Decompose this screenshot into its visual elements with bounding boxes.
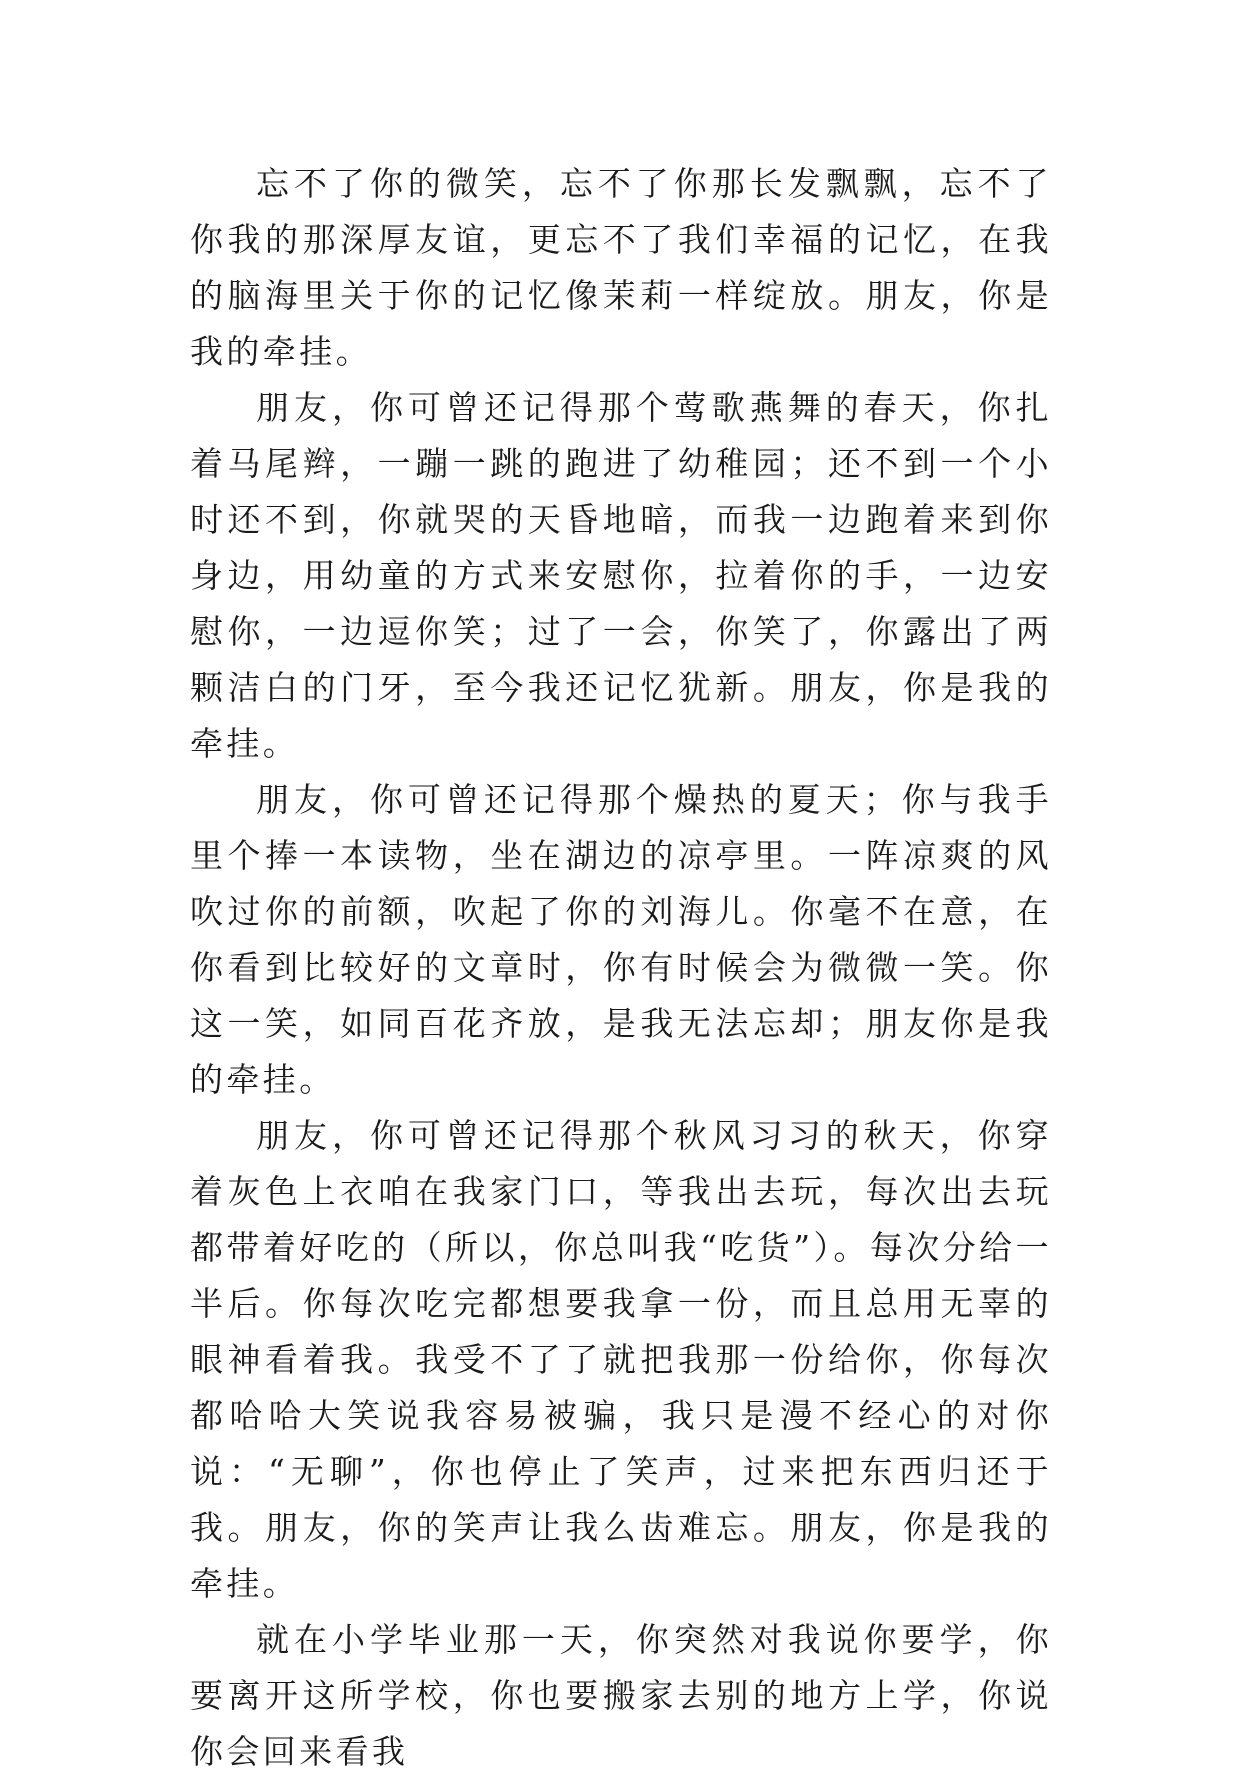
paragraph-5: 就在小学毕业那一天，你突然对我说你要学，你要离开这所学校，你也要搬家去别的地方上学，你说你会回来看我 — [190, 1620, 1052, 1771]
document-body — [190, 156, 1052, 1780]
paragraph-2: 朋友，你可曾还记得那个莺歌燕舞的春天，你扎着马尾辫，一蹦一跳的跑进了幼稚园；还不到一个小时还不到，你就哭的天昏地暗，而我一边跑着来到你身边，用幼童的方式来安慰你，拉着你的手，一边安慰你，一边逗你笑；过了一会，你笑了，你露出了两颗洁白的门牙，至今我还记忆犹新。朋友，你是我的牵挂。 — [190, 388, 1052, 763]
paragraph-4: 朋友，你可曾还记得那个秋风习习的秋天，你穿着灰色上衣咱在我家门口，等我出去玩，每次出去玩都带着好吃的（所以，你总叫我“吃货”）。每次分给一半后。你每次吃完都想要我拿一份，而且总用无辜的眼神看着我。我受不了了就把我那一份给你，你每次都哈哈大笑说我容易被骗，我只是漫不经心的对你说：“无聊”，你也停止了笑声，过来把东西归还于我。朋友，你的笑声让我么齿难忘。朋友，你是我的牵挂。 — [190, 1116, 1052, 1603]
paragraph-1: 忘不了你的微笑，忘不了你那长发飘飘，忘不了你我的那深厚友谊，更忘不了我们幸福的记忆，在我的脑海里关于你的记忆像茉莉一样绽放。朋友，你是我的牵挂。 — [190, 164, 1052, 371]
paragraph-3: 朋友，你可曾还记得那个燥热的夏天；你与我手里个捧一本读物，坐在湖边的凉亭里。一阵凉爽的风吹过你的前额，吹起了你的刘海儿。你毫不在意，在你看到比较好的文章时，你有时候会为微微一笑。你这一笑，如同百花齐放，是我无法忘却；朋友你是我的牵挂。 — [190, 780, 1052, 1099]
